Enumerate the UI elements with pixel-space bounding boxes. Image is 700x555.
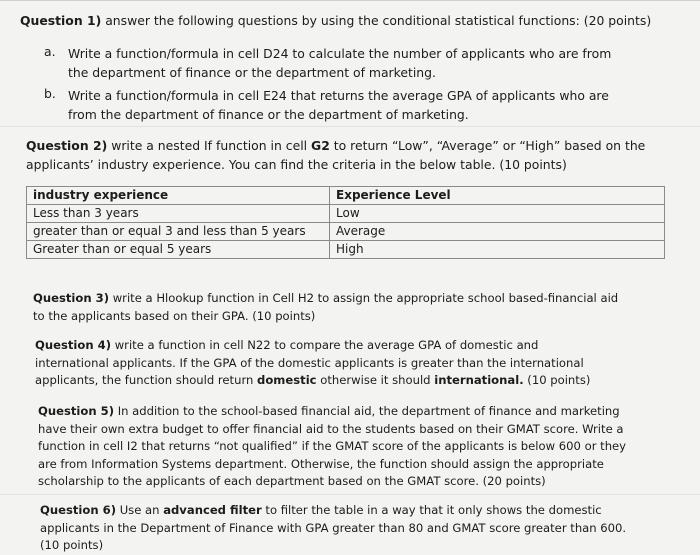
- question-1-item-b: [44, 86, 634, 124]
- table-row: [27, 205, 665, 223]
- header-industry-experience: industry experience: [27, 187, 330, 205]
- question-5-label: Question 5): [38, 404, 115, 418]
- question-3-label: Question 3): [33, 291, 110, 305]
- table-cell: Greater than or equal 5 years: [27, 241, 330, 259]
- question-4-text: Question 4) write a function in cell N22 to compare the average GPA of domestic and international applicants. If the GPA of the domestic applicants is greater than the international applicants, the function should return domestic otherwise it should international. (10 points): [35, 338, 591, 387]
- question-5-text: Question 5) In addition to the school-based financial aid, the department of finance and marketing have their own extra budget to offer financial aid to the students based on their GMAT score. Write a function in cell I2 that returns “not qualified” if the GMAT score of the applicants is below 600 or they are from Information Systems department. Otherwise, the function should assign the appropriate scholarship to the applicants of each department based on the GMAT score. (20 points): [38, 404, 627, 488]
- table-row: [27, 223, 665, 241]
- table-cell: greater than or equal 3 and less than 5 years: [27, 223, 330, 241]
- question-2-label: Question 2): [26, 138, 108, 153]
- table-cell: Low: [330, 205, 665, 223]
- criteria-table: [26, 186, 665, 259]
- divider-top: [0, 0, 700, 1]
- question-1-text: answer the following questions by using the conditional statistical functions: (20 points): [101, 13, 652, 28]
- question-1-item-a: [44, 44, 634, 82]
- item-a-text: Write a function/formula in cell D24 to calculate the number of applicants who are from the department of finance or the department of marketing.: [68, 46, 612, 80]
- item-b-marker: b.: [44, 86, 56, 101]
- table-cell: Average: [330, 223, 665, 241]
- question-1-heading: [20, 11, 690, 30]
- cell-ref-g2: G2: [311, 138, 330, 153]
- table-cell: High: [330, 241, 665, 259]
- table-header-row: [27, 187, 665, 205]
- table-row: [27, 241, 665, 259]
- item-a-marker: a.: [44, 44, 56, 59]
- question-2-text: Question 2) write a nested If function in cell G2 to return “Low”, “Average” or “High” based on the applicants’ industry experience. You can find the criteria in the below table. (10 points): [26, 138, 646, 172]
- item-b-text: Write a function/formula in cell E24 that returns the average GPA of applicants who are from the department of finance or the department of marketing.: [68, 88, 609, 122]
- question-1-label: Question 1): [20, 13, 102, 28]
- header-experience-level: Experience Level: [330, 187, 665, 205]
- question-3-text: Question 3) write a Hlookup function in Cell H2 to assign the appropriate school based-financial aid to the applicants based on their GPA. (10 points): [33, 291, 619, 323]
- question-6-text: Question 6) Use an advanced filter to filter the table in a way that it only shows the domestic applicants in the Department of Finance with GPA greater than 80 and GMAT score greater than 600. (10 points): [40, 503, 627, 552]
- table-cell: Less than 3 years: [27, 205, 330, 223]
- question-4-label: Question 4): [35, 338, 112, 352]
- divider-1: [0, 126, 700, 127]
- divider-2: [0, 494, 700, 495]
- question-6-label: Question 6): [40, 503, 117, 517]
